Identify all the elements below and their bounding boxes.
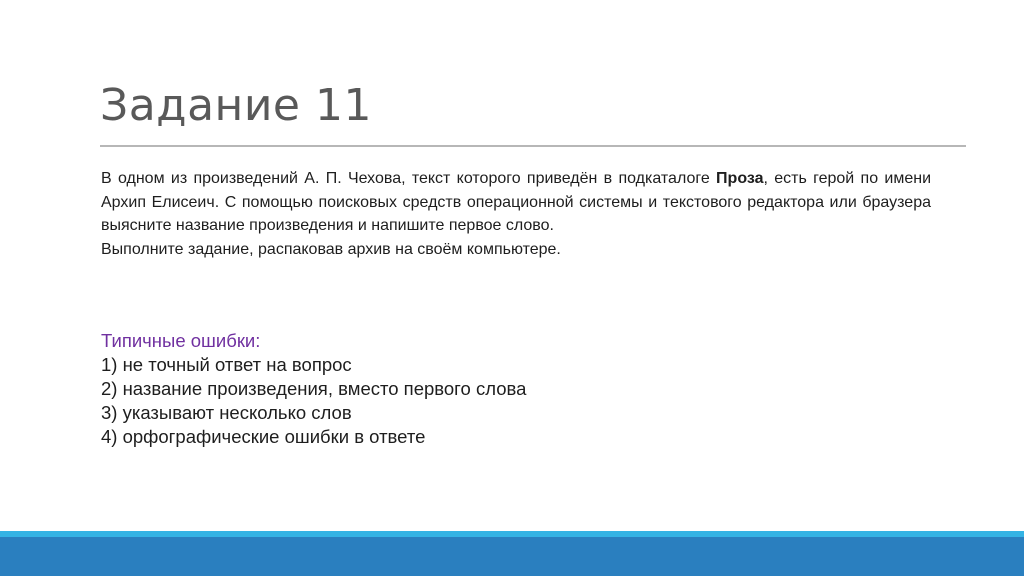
- footer-bar: [0, 537, 1024, 576]
- error-item: 3) указывают несколько слов: [101, 402, 352, 423]
- error-item: 1) не точный ответ на вопрос: [101, 354, 352, 375]
- task-text-block: [101, 167, 931, 262]
- slide-title: Задание 11: [100, 80, 372, 131]
- task-paragraph: [101, 167, 931, 238]
- task-text-after: , есть герой по имени Архип Елисеич. С помощью поисковых средств операционной системы и текстового редактора или браузера выясните название произведения и напишите первое слово.: [101, 170, 932, 235]
- error-item: 4) орфографические ошибки в ответе: [101, 426, 426, 447]
- task-instruction: Выполните задание, распаковав архив на своём компьютере.: [101, 241, 561, 259]
- typical-errors-block: [101, 329, 526, 449]
- title-divider: [100, 145, 966, 147]
- error-item: 2) название произведения, вместо первого слова: [101, 378, 527, 399]
- task-text-before: В одном из произведений А. П. Чехова, текст которого приведён в подкаталоге: [101, 170, 717, 187]
- task-text-bold: Проза: [716, 170, 764, 187]
- typical-errors-title: Типичные ошибки:: [101, 330, 261, 351]
